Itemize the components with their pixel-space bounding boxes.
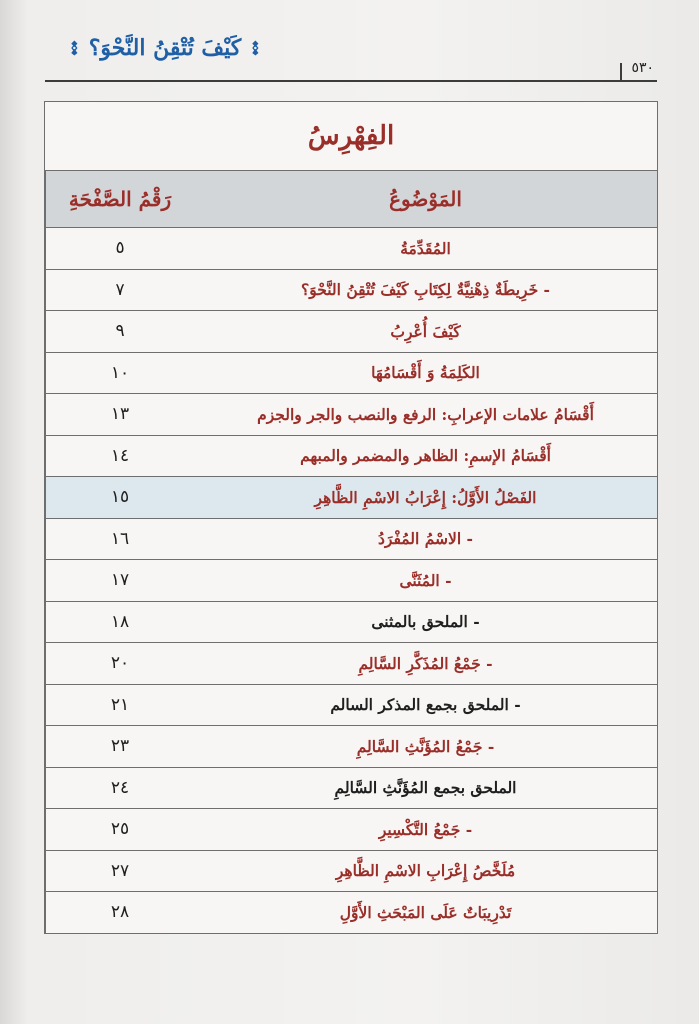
column-header-topic: المَوْضُوعُ [194,171,657,227]
table-row [45,892,657,933]
table-row [45,809,657,851]
ornament-icon [251,35,260,61]
toc-page-cell: ١٤ [45,436,194,477]
toc-page-cell: ٢١ [45,685,194,726]
toc-topic-cell: تَدْرِيبَاتٌ عَلَى المَبْحَثِ الأَوَّلِ [339,902,512,922]
table-row [45,685,657,727]
toc-page-cell: ٥ [45,228,194,269]
toc-header-row [45,171,657,228]
book-title: كَيْفَ تُتْقِنُ النَّحْوَ؟ [88,35,242,61]
table-row [45,436,657,478]
toc-topic-cell: - جَمْعُ المُذَكَّرِ السَّالِمِ [358,653,493,673]
column-header-page: رَقْمُ الصَّفْحَةِ [45,171,194,227]
table-row [45,353,657,395]
table-row [45,602,657,644]
toc-topic-cell: - جَمْعُ المُؤَنَّثِ السَّالِمِ [356,736,495,756]
toc-page-cell: ٢٥ [45,809,194,850]
table-row [45,851,657,893]
toc-topic-cell: الكَلِمَةُ وَ أَقْسَامُهَا [371,363,480,383]
toc-topic-cell: - الملحق بالمثنى [371,612,480,632]
toc-topic-cell: كَيْفَ أُعْرِبُ [390,321,461,341]
table-row [45,228,657,270]
table-row [45,270,657,312]
table-row [45,768,657,810]
toc-topic-cell: - خَرِيطَةٌ ذِهْنِيَّةٌ لِكِتَابِ كَيْفَ تُتْقِنُ النَّحْوَ؟ [301,280,550,300]
table-row [45,726,657,768]
toc-page-cell: ١٠ [45,353,194,394]
toc-topic-cell: - الاسْمُ المُفْرَدُ [378,529,473,549]
toc-page-cell: ١٣ [45,394,194,435]
table-row [45,311,657,353]
header-rule [45,80,657,82]
toc-page-cell: ٢٧ [45,851,194,892]
toc-page-cell: ١٧ [45,560,194,601]
toc-body [45,228,657,933]
toc-title: الفِهْرِسُ [45,102,657,171]
table-of-contents [44,101,658,934]
toc-topic-cell: أَقْسَامُ علامات الإعرابِ: الرفع والنصب والجر والجزم [257,404,594,424]
toc-topic-cell: المُقَدِّمَةُ [400,238,451,258]
toc-page-cell: ٢٣ [45,726,194,767]
toc-page-cell: ١٦ [45,519,194,560]
table-row [45,519,657,561]
running-header [70,22,260,74]
table-row [45,560,657,602]
toc-page-cell: ٧ [45,270,194,311]
toc-topic-cell: مُلَخَّصُ إِعْرَابِ الاسْمِ الظَّاهِرِ [335,861,516,881]
toc-topic-cell: الملحق بجمع المُؤَنَّثِ السَّالِمِ [334,778,517,798]
toc-page-cell: ١٥ [45,477,194,518]
toc-topic-cell: - الملحق بجمع المذكر السالم [330,695,521,715]
toc-topic-cell: الفَصْلُ الأَوَّلُ: إِعْرَابُ الاسْمِ الظَّاهِرِ [194,477,657,518]
toc-page-cell: ٩ [45,311,194,352]
toc-page-cell: ٢٨ [45,892,194,933]
toc-page-cell: ٢٠ [45,643,194,684]
toc-page-cell: ٢٤ [45,768,194,809]
table-row [45,394,657,436]
ornament-icon [70,35,79,61]
table-row [45,643,657,685]
header-rule-cap [620,63,622,80]
table-row [45,477,657,519]
toc-topic-cell: - جَمْعُ التَّكْسِيرِ [378,819,473,839]
toc-topic-cell: - المُثَنَّى [399,570,452,590]
page-number: ٥٣٠ [631,60,654,76]
toc-page-cell: ١٨ [45,602,194,643]
toc-topic-cell: أَقْسَامُ الإسمِ: الظاهر والمضمر والمبهم [300,446,551,466]
